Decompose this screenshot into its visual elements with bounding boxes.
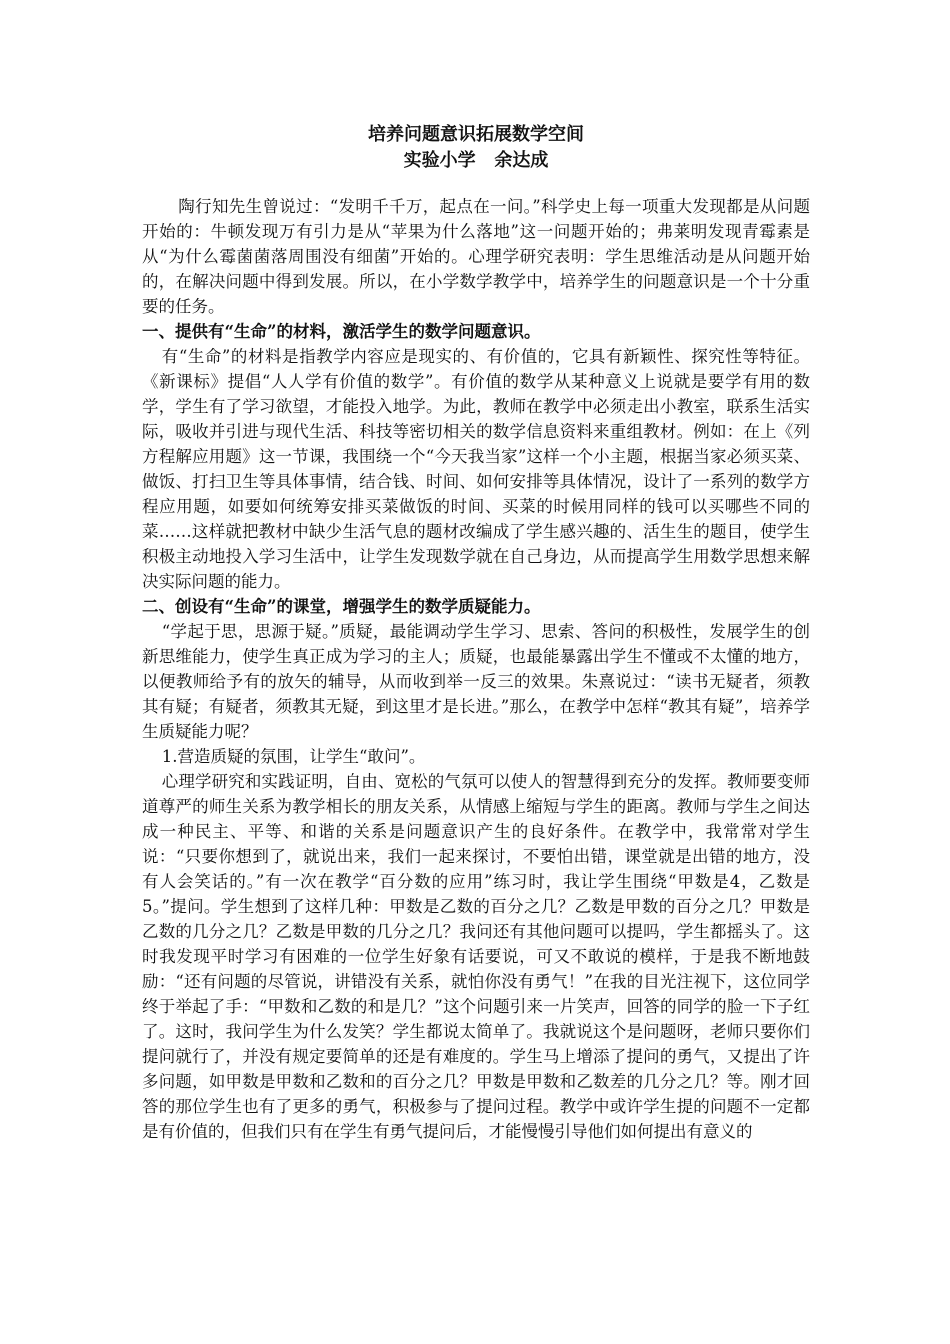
subsection-1-body: 心理学研究和实践证明，自由、宽松的气氛可以使人的智慧得到充分的发挥。教师要变师道尊严的师生关系为教学相长的朋友关系，从情感上缩短与学生的距离。教师与学生之间达成一种民主、平等、和谐的关系是问题意识产生的良好条件。在教学中，我常常对学生说：“只要你想到了，就说出来，我们一起来探讨，不要怕出错，课堂就是出错的地方，没有人会笑话的。”有一次在教学“百分数的应用”练习时，我让学生围绕“甲数是4，乙数是5。”提问。学生想到了这样几种：甲数是乙数的百分之几？乙数是甲数的百分之几？甲数是乙数的几分之几？乙数是甲数的几分之几？我问还有其他问题可以提吗，学生都摇头了。这时我发现平时学习有困难的一位学生好象有话要说，可又不敢说的模样，于是我不断地鼓励：“还有问题的尽管说，讲错没有关系，就怕你没有勇气！”在我的目光注视下，这位同学终于举起了手：“甲数和乙数的和是几？”这个问题引来一片笑声，回答的同学的脸一下子红了。这时，我问学生为什么发笑？学生都说太简单了。我就说这个是问题呀，老师只要你们提问就行了，并没有规定要简单的还是有难度的。学生马上增添了提问的勇气，又提出了许多问题，如甲数是甲数和乙数和的百分之几？甲数是甲数和乙数差的几分之几？等。刚才回答的那位学生也有了更多的勇气，积极参与了提问过程。教学中或许学生提的问题不一定都是有价值的，但我们只有在学生有勇气提问后，才能慢慢引导他们如何提出有意义的 — [142, 772, 810, 1141]
subsection-1-heading: 1.营造质疑的氛围，让学生“敢问”。 — [161, 747, 426, 766]
section-2-body: “学起于思，思源于疑。”质疑，最能调动学生学习、思索、答问的积极性，发展学生的创新思维能力，使学生真正成为学习的主人；质疑，也最能暴露出学生不懂或不太懂的地方，以便教师给予有的放矢的辅导，从而收到举一反三的效果。朱熹说过：“读书无疑者，须教其有疑；有疑者，须教其无疑，到这里才是长进。”那么，在教学中怎样“教其有疑”，培养学生质疑能力呢？ — [142, 622, 810, 741]
document-title: 培养问题意识拓展数学空间 — [368, 124, 584, 145]
section-2-heading: 二、创设有“生命”的课堂，增强学生的数学质疑能力。 — [142, 597, 541, 616]
section-1-heading: 一、提供有“生命”的材料，激活学生的数学问题意识。 — [142, 322, 541, 341]
intro-paragraph: 陶行知先生曾说过：“发明千千万，起点在一问。”科学史上每一项重大发现都是从问题开始的：牛顿发现万有引力是从“苹果为什么落地”这一问题开始的；弗莱明发现青霉素是从“为什么霉菌菌落周围没有细菌”开始的。心理学研究表明：学生思维活动是从问题开始的，在解决问题中得到发展。所以，在小学数学教学中，培养学生的问题意识是一个十分重要的任务。 — [142, 197, 810, 316]
document-page — [142, 122, 810, 1144]
document-author-line: 实验小学 余达成 — [403, 150, 549, 171]
section-1-body: 有“生命”的材料是指教学内容应是现实的、有价值的，它具有新颖性、探究性等特征。《新课标》提倡“人人学有价值的数学”。有价值的数学从某种意义上说就是要学有用的数学，学生有了学习欲望，才能投入地学。为此，教师在教学中必须走出小教室，联系生活实际，吸收并引进与现代生活、科技等密切相关的数学信息资料来重组教材。例如：在上《列方程解应用题》这一节课，我围绕一个“今天我当家”这样一个小主题，根据当家必须买菜、做饭、打扫卫生等具体事情，结合钱、时间、如何安排等具体情况，设计了一系列的数学方程应用题，如要如何统筹安排买菜做饭的时间、买菜的时候用同样的钱可以买哪些不同的菜……这样就把教材中缺少生活气息的题材改编成了学生感兴趣的、活生生的题目，使学生积极主动地投入学习生活中，让学生发现数学就在自己身边，从而提高学生用数学思想来解决实际问题的能力。 — [142, 347, 810, 591]
